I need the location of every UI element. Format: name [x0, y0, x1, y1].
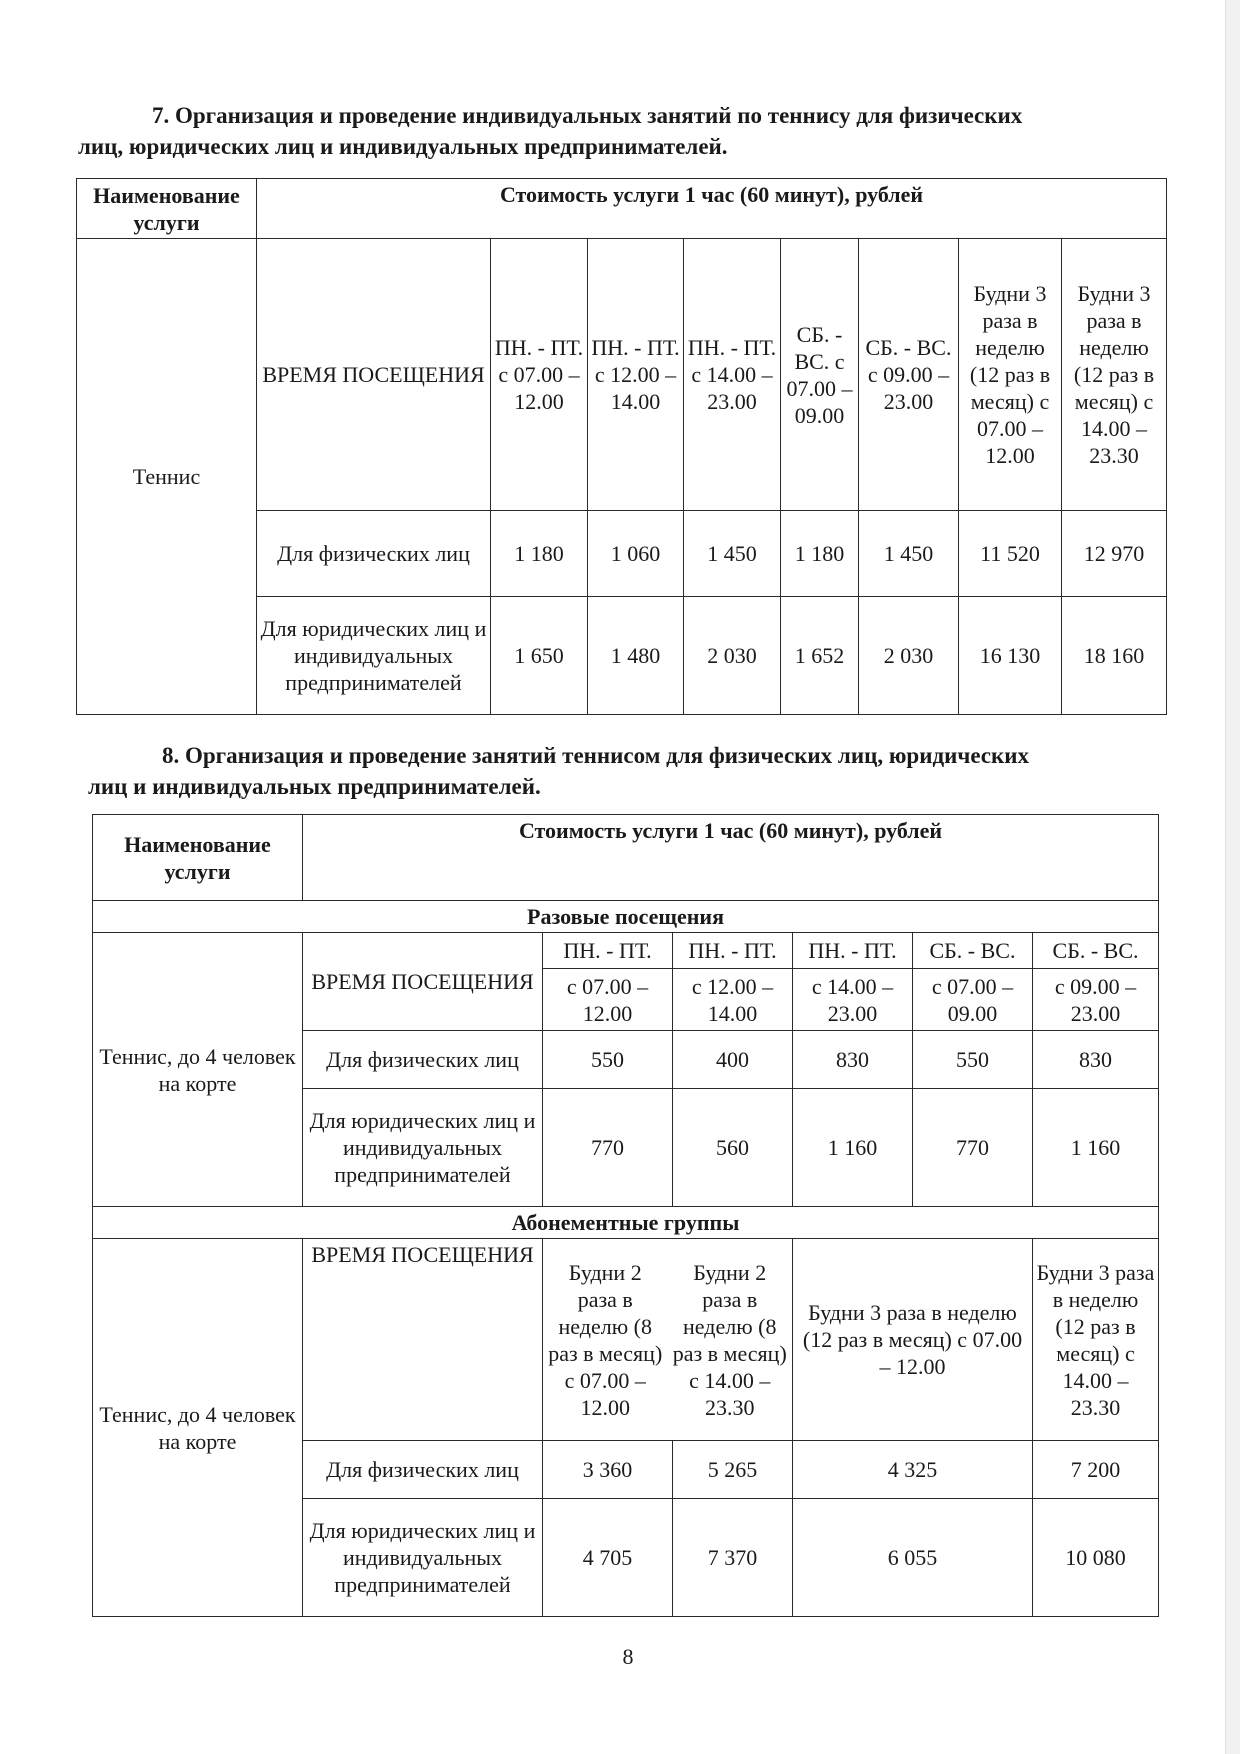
price-cell: 4 325 — [793, 1441, 1033, 1499]
section7-heading-line2: лиц, юридических лиц и индивидуальных предпринимателей. — [78, 134, 728, 159]
service-name: Теннис, до 4 человек на корте — [93, 933, 303, 1207]
price-cell: 560 — [673, 1089, 793, 1207]
hours-cell: с 07.00 – 12.00 — [543, 969, 673, 1031]
page-number: 8 — [622, 1644, 634, 1669]
hours-cell: с 07.00 – 09.00 — [913, 969, 1033, 1031]
section-title-subscription: Абонементные группы — [93, 1207, 1159, 1239]
period-cell: Будни 3 раза в неделю (12 раз в месяц) с 14.00 – 23.30 — [1033, 1239, 1159, 1441]
section8-heading — [88, 740, 1128, 802]
period-cell: Будни 2 раза в неделю (8 раз в месяц) с 14.00 – 23.30 — [672, 1259, 787, 1420]
price-cell: 770 — [913, 1089, 1033, 1207]
price-cell: 1 450 — [859, 511, 959, 597]
col-header-price: Стоимость услуги 1 час (60 минут), рублей — [257, 179, 1167, 239]
price-table-individual — [76, 178, 1167, 715]
subscription-periods-group — [543, 1239, 793, 1441]
price-cell: 10 080 — [1033, 1499, 1159, 1617]
days-cell: ПН. - ПТ. — [673, 933, 793, 969]
price-cell: 550 — [913, 1031, 1033, 1089]
service-name: Теннис, до 4 человек на корте — [93, 1239, 303, 1617]
period-cell: СБ. - ВС. с 07.00 – 09.00 — [781, 239, 859, 511]
visit-time-label: ВРЕМЯ ПОСЕЩЕНИЯ — [303, 1239, 543, 1441]
client-type-label: Для физических лиц — [303, 1441, 543, 1499]
section8-heading-line1: 8. Организация и проведение занятий теннисом для физических лиц, юридических — [162, 743, 1030, 768]
period-cell: ПН. - ПТ. с 07.00 – 12.00 — [491, 239, 588, 511]
section7-heading-line1: 7. Организация и проведение индивидуальных занятий по теннису для физических — [152, 103, 1023, 128]
price-cell: 1 650 — [491, 597, 588, 715]
client-type-label: Для физических лиц — [303, 1031, 543, 1089]
price-cell: 1 480 — [588, 597, 684, 715]
price-cell: 1 060 — [588, 511, 684, 597]
price-cell: 1 450 — [684, 511, 781, 597]
hours-cell: с 14.00 – 23.00 — [793, 969, 913, 1031]
period-cell: Будни 3 раза в неделю (12 раз в месяц) с 07.00 – 12.00 — [959, 239, 1062, 511]
price-cell: 4 705 — [543, 1499, 673, 1617]
price-cell: 3 360 — [543, 1441, 673, 1499]
days-cell: СБ. - ВС. — [1033, 933, 1159, 969]
page-edge — [1225, 0, 1240, 1754]
price-cell: 830 — [793, 1031, 913, 1089]
price-cell: 5 265 — [673, 1441, 793, 1499]
price-cell: 1 652 — [781, 597, 859, 715]
section7-heading — [78, 100, 1118, 162]
hours-cell: с 12.00 – 14.00 — [673, 969, 793, 1031]
period-cell: ПН. - ПТ. с 12.00 – 14.00 — [588, 239, 684, 511]
price-cell: 770 — [543, 1089, 673, 1207]
price-cell: 400 — [673, 1031, 793, 1089]
price-cell: 2 030 — [859, 597, 959, 715]
price-table-group — [92, 814, 1159, 1617]
period-cell: Будни 2 раза в неделю (8 раз в месяц) с 07.00 – 12.00 — [548, 1259, 663, 1420]
period-cell: ПН. - ПТ. с 14.00 – 23.00 — [684, 239, 781, 511]
price-cell: 1 180 — [491, 511, 588, 597]
price-cell: 6 055 — [793, 1499, 1033, 1617]
hours-cell: с 09.00 – 23.00 — [1033, 969, 1159, 1031]
client-type-label: Для юридических лиц и индивидуальных предпринимателей — [257, 597, 491, 715]
price-cell: 16 130 — [959, 597, 1062, 715]
col-header-service: Наименование услуги — [77, 179, 257, 239]
price-cell: 1 160 — [793, 1089, 913, 1207]
price-cell: 550 — [543, 1031, 673, 1089]
price-cell: 1 160 — [1033, 1089, 1159, 1207]
price-cell: 2 030 — [684, 597, 781, 715]
client-type-label: Для юридических лиц и индивидуальных предпринимателей — [303, 1499, 543, 1617]
visit-time-label: ВРЕМЯ ПОСЕЩЕНИЯ — [257, 239, 491, 511]
visit-time-label: ВРЕМЯ ПОСЕЩЕНИЯ — [303, 933, 543, 1031]
days-cell: ПН. - ПТ. — [543, 933, 673, 969]
price-cell: 1 180 — [781, 511, 859, 597]
client-type-label: Для юридических лиц и индивидуальных предпринимателей — [303, 1089, 543, 1207]
section8-heading-line2: лиц и индивидуальных предпринимателей. — [88, 774, 541, 799]
section-title-single: Разовые посещения — [93, 901, 1159, 933]
period-cell: Будни 3 раза в неделю (12 раз в месяц) с 07.00 – 12.00 — [793, 1239, 1033, 1441]
price-cell: 7 370 — [673, 1499, 793, 1617]
price-cell: 830 — [1033, 1031, 1159, 1089]
price-cell: 11 520 — [959, 511, 1062, 597]
service-name: Теннис — [77, 239, 257, 715]
days-cell: ПН. - ПТ. — [793, 933, 913, 969]
client-type-label: Для физических лиц — [257, 511, 491, 597]
col-header-service: Наименование услуги — [93, 815, 303, 901]
days-cell: СБ. - ВС. — [913, 933, 1033, 969]
price-cell: 7 200 — [1033, 1441, 1159, 1499]
period-cell: Будни 3 раза в неделю (12 раз в месяц) с 14.00 – 23.30 — [1062, 239, 1167, 511]
col-header-price: Стоимость услуги 1 час (60 минут), рублей — [303, 815, 1159, 901]
price-cell: 18 160 — [1062, 597, 1167, 715]
price-cell: 12 970 — [1062, 511, 1167, 597]
period-cell: СБ. - ВС. с 09.00 – 23.00 — [859, 239, 959, 511]
